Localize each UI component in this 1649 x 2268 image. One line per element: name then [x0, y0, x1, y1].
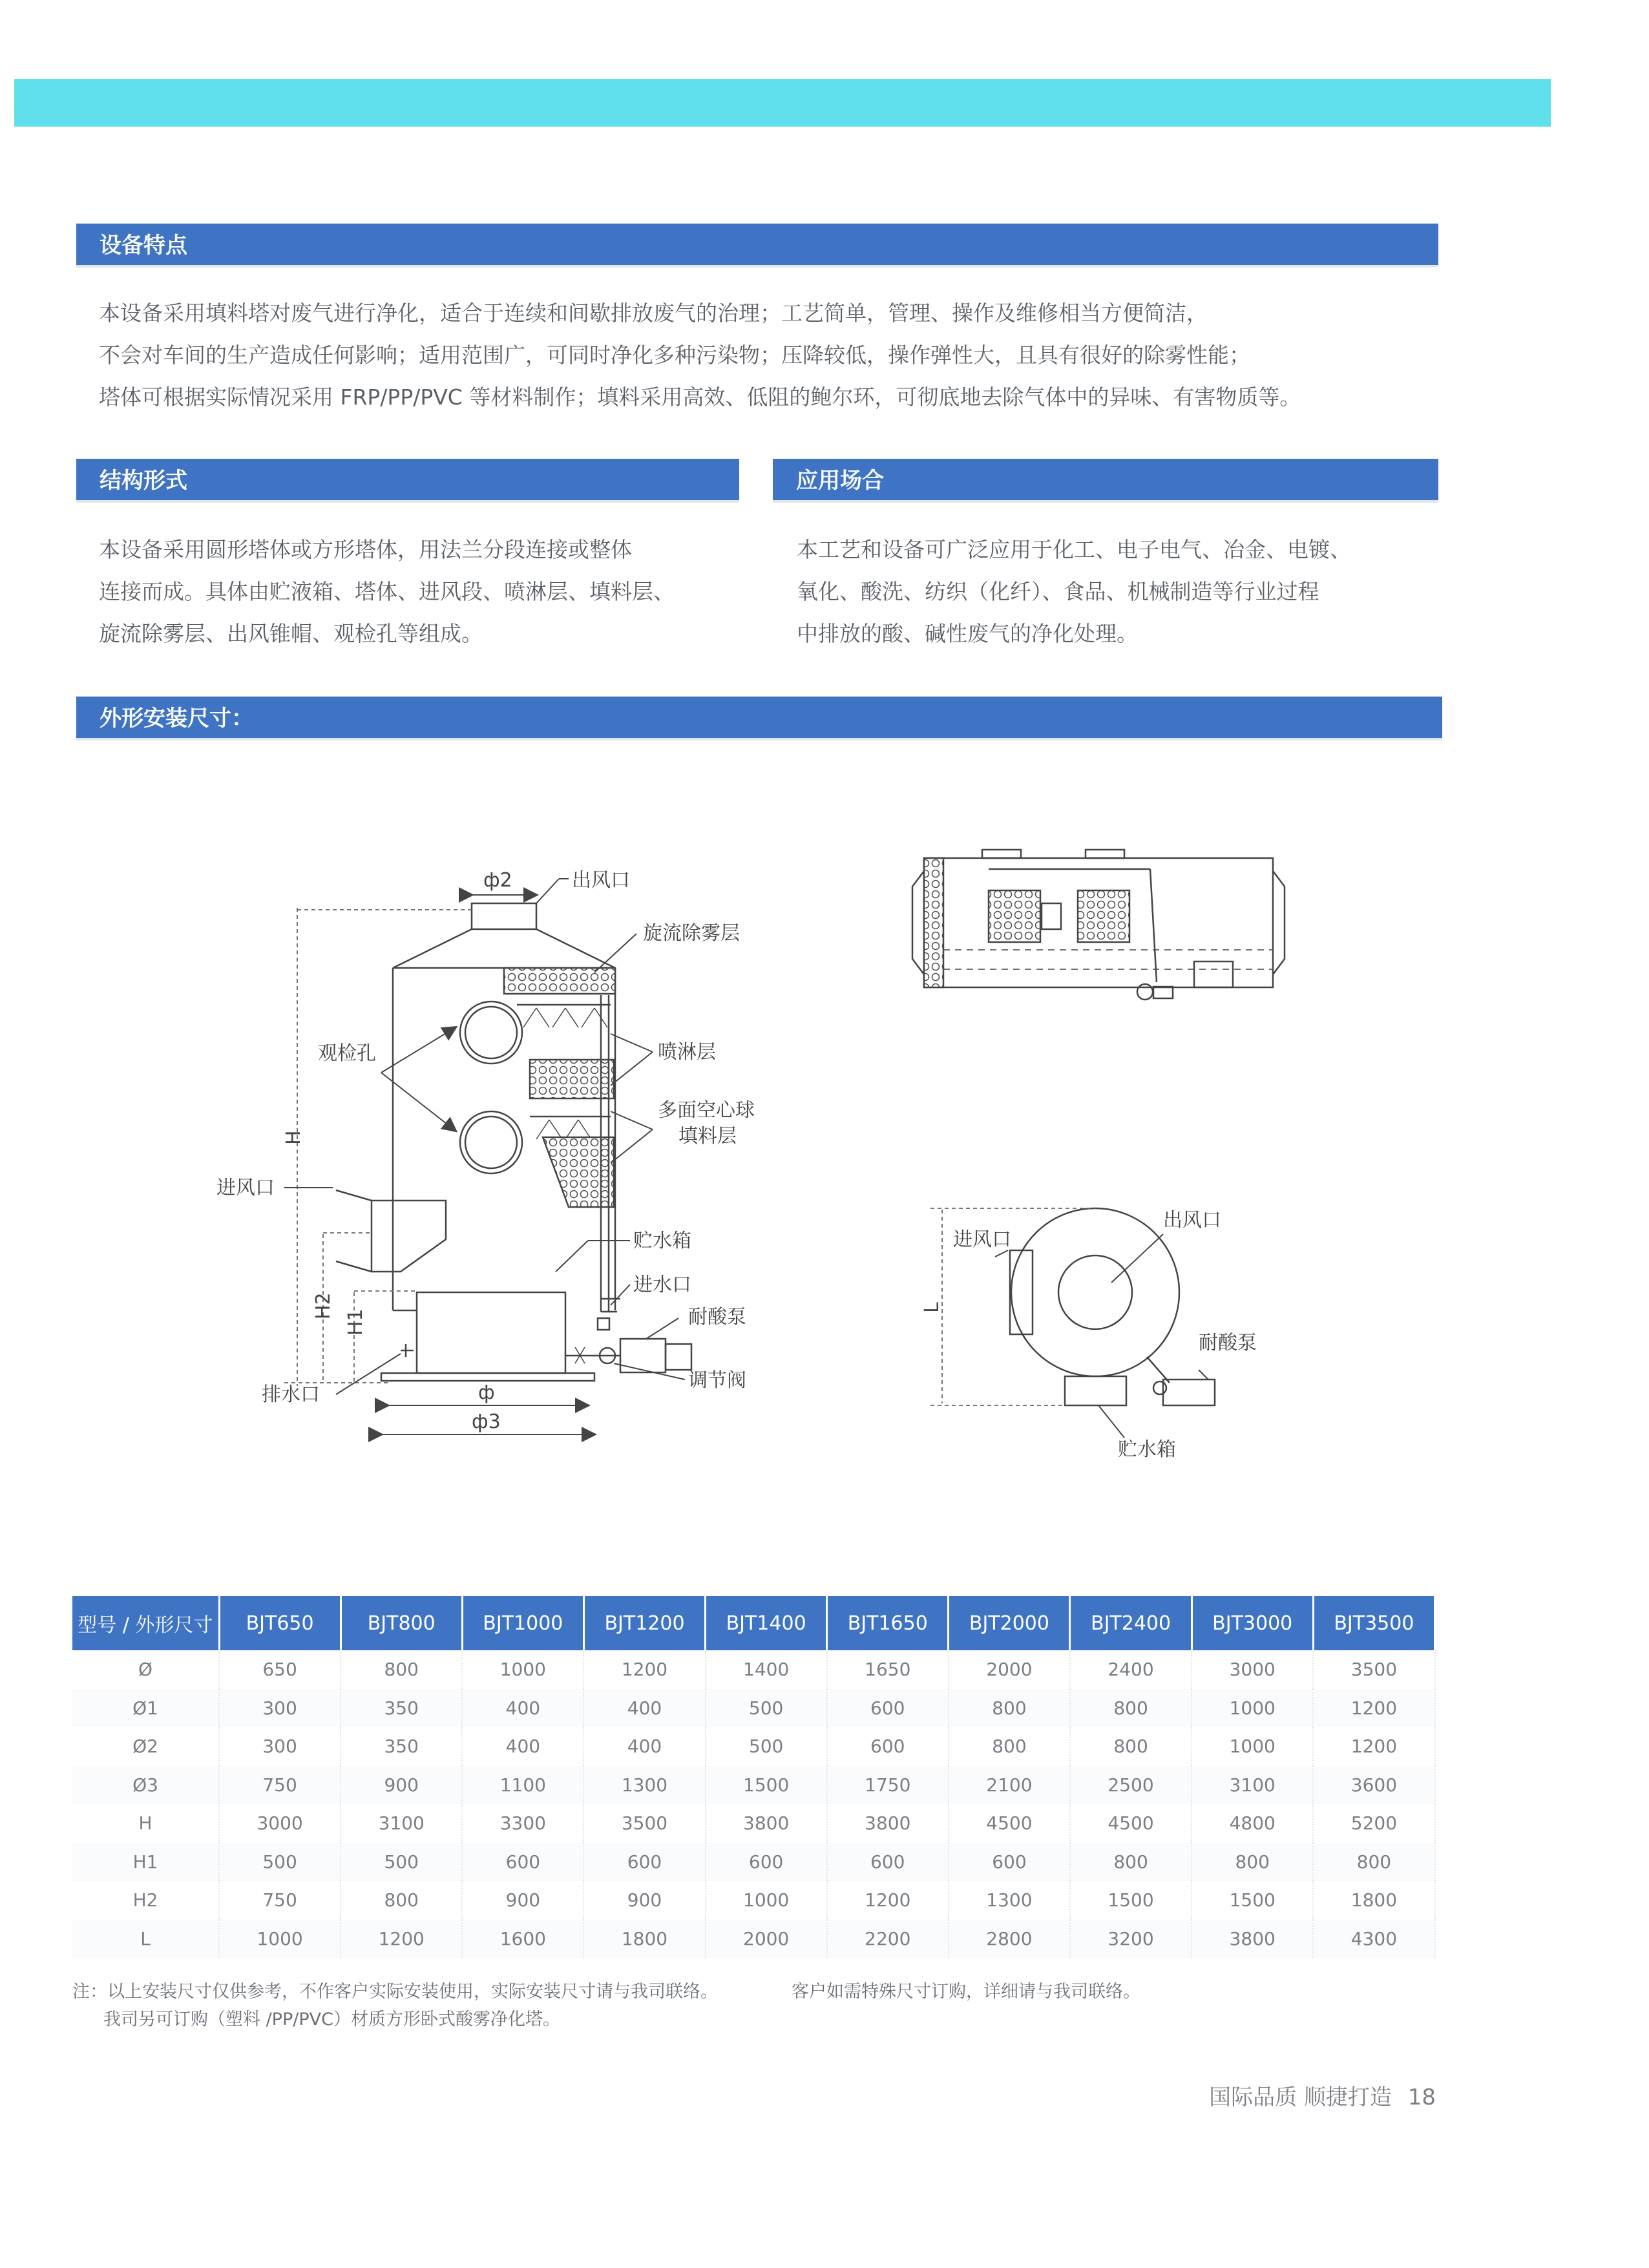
table-cell: 1000: [1192, 1727, 1313, 1766]
section-header-dimensions: 外形安装尺寸：: [76, 697, 1442, 740]
table-cell: 800: [1070, 1843, 1192, 1882]
table-row-label: Ø1: [72, 1689, 219, 1728]
table-header-cell: BJT650: [219, 1596, 341, 1650]
table-cell: 4300: [1313, 1920, 1434, 1958]
table-cell: 1100: [462, 1766, 583, 1805]
spec-table: [72, 1596, 1436, 1958]
table-row: [72, 1727, 1435, 1766]
table-header-cell: 型号 / 外形尺寸: [72, 1596, 219, 1650]
table-cell: 400: [462, 1727, 583, 1766]
table-cell: 600: [706, 1843, 827, 1882]
table-cell: 1200: [341, 1920, 462, 1958]
table-cell: 1500: [1070, 1881, 1192, 1920]
table-cell: 1200: [827, 1881, 949, 1920]
features-text: [99, 292, 1301, 418]
label-phi: ф: [478, 1381, 495, 1404]
table-cell: 900: [341, 1766, 462, 1805]
table-cell: 800: [949, 1689, 1070, 1728]
label-inspection-hole: 观检孔: [318, 1042, 376, 1065]
table-row-label: Ø2: [72, 1727, 219, 1766]
table-cell: 3100: [1192, 1766, 1313, 1805]
table-cell: 800: [1313, 1843, 1434, 1882]
label-outlet: 出风口: [572, 869, 630, 892]
table-row: [72, 1843, 1435, 1882]
table-cell: 1300: [583, 1766, 705, 1805]
table-cell: 650: [219, 1650, 341, 1689]
table-cell: 350: [341, 1689, 462, 1728]
table-row: [72, 1804, 1435, 1843]
structure-line: 旋流除雾层、出风锥帽、观检孔等组成。: [99, 621, 483, 646]
table-cell: 1000: [706, 1881, 827, 1920]
table-cell: 1500: [1192, 1881, 1313, 1920]
table-cell: 600: [827, 1727, 949, 1766]
label-plan-tank: 贮水箱: [1118, 1438, 1176, 1461]
label-phi3: ф3: [472, 1411, 501, 1433]
table-header-cell: BJT2400: [1070, 1596, 1192, 1650]
label-l: L: [921, 1302, 943, 1313]
table-cell: 800: [1070, 1727, 1192, 1766]
table-row-label: L: [72, 1920, 219, 1958]
table-cell: 500: [706, 1689, 827, 1728]
table-header-cell: BJT1650: [827, 1596, 949, 1650]
table-cell: 2400: [1070, 1650, 1192, 1689]
table-cell: 400: [583, 1689, 705, 1728]
table-cell: 1200: [583, 1650, 705, 1689]
horizontal-tower-view: [912, 850, 1285, 1000]
technical-drawings: [0, 775, 1649, 1486]
page-number: 18: [1407, 2084, 1436, 2110]
table-cell: 1000: [462, 1650, 583, 1689]
table-row-label: H1: [72, 1843, 219, 1882]
table-row-label: Ø3: [72, 1766, 219, 1805]
structure-text: [99, 529, 675, 655]
table-row-label: H2: [72, 1881, 219, 1920]
table-header-cell: BJT1000: [462, 1596, 583, 1650]
table-cell: 1200: [1313, 1727, 1434, 1766]
application-line: 中排放的酸、碱性废气的净化处理。: [797, 621, 1138, 646]
table-header-cell: BJT1400: [706, 1596, 827, 1650]
table-cell: 3800: [706, 1804, 827, 1843]
table-cell: 1200: [1313, 1689, 1434, 1728]
table-row-label: H: [72, 1804, 219, 1843]
table-row: [72, 1881, 1435, 1920]
table-cell: 300: [219, 1727, 341, 1766]
table-cell: 800: [949, 1727, 1070, 1766]
table-cell: 3200: [1070, 1920, 1192, 1958]
table-cell: 2100: [949, 1766, 1070, 1805]
table-cell: 600: [462, 1843, 583, 1882]
table-cell: 2800: [949, 1920, 1070, 1958]
application-line: 氧化、酸洗、纺织（化纤）、食品、机械制造等行业过程: [797, 579, 1319, 604]
table-cell: 400: [583, 1727, 705, 1766]
table-cell: 1400: [706, 1650, 827, 1689]
table-cell: 800: [1192, 1843, 1313, 1882]
structure-line: 连接而成。具体由贮液箱、塔体、进风段、喷淋层、填料层、: [99, 579, 675, 604]
table-cell: 1800: [1313, 1881, 1434, 1920]
table-header-row: [72, 1596, 1435, 1650]
table-row-label: Ø: [72, 1650, 219, 1689]
table-cell: 1000: [1192, 1689, 1313, 1728]
section-header-structure: 结构形式: [76, 459, 739, 503]
label-spray-layer: 喷淋层: [658, 1041, 716, 1064]
table-cell: 3000: [1192, 1650, 1313, 1689]
label-plan-outlet: 出风口: [1163, 1209, 1221, 1232]
table-cell: 3100: [341, 1804, 462, 1843]
label-inlet: 进风口: [216, 1177, 275, 1199]
note-line-2: 我司另可订购（塑料 /PP/PVC）材质方形卧式酸雾净化塔。: [103, 2010, 560, 2030]
structure-line: 本设备采用圆形塔体或方形塔体，用法兰分段连接或整体: [99, 537, 632, 562]
table-cell: 800: [341, 1650, 462, 1689]
table-cell: 800: [1070, 1689, 1192, 1728]
table-row: [72, 1689, 1435, 1728]
table-cell: 3500: [1313, 1650, 1434, 1689]
note-line-1-left: 注：以上安装尺寸仅供参考，不作客户实际安装使用，实际安装尺寸请与我司联络。: [72, 1982, 718, 2002]
section-header-application: 应用场合: [773, 459, 1438, 503]
table-cell: 750: [219, 1766, 341, 1805]
table-cell: 3800: [827, 1804, 949, 1843]
table-cell: 4800: [1192, 1804, 1313, 1843]
table-cell: 1000: [219, 1920, 341, 1958]
table-cell: 2000: [706, 1920, 827, 1958]
table-cell: 800: [341, 1881, 462, 1920]
table-cell: 600: [827, 1843, 949, 1882]
label-packing-2: 填料层: [678, 1125, 737, 1148]
table-cell: 1650: [827, 1650, 949, 1689]
table-cell: 1300: [949, 1881, 1070, 1920]
table-cell: 600: [949, 1843, 1070, 1882]
table-cell: 2200: [827, 1920, 949, 1958]
table-cell: 1600: [462, 1920, 583, 1958]
table-cell: 1800: [583, 1920, 705, 1958]
label-water-inlet: 进水口: [633, 1274, 691, 1296]
table-cell: 4500: [1070, 1804, 1192, 1843]
table-cell: 3000: [219, 1804, 341, 1843]
label-plan-inlet: 进风口: [953, 1228, 1011, 1251]
label-acid-pump: 耐酸泵: [688, 1306, 746, 1328]
table-cell: 900: [462, 1881, 583, 1920]
label-h1: H1: [344, 1308, 367, 1336]
table-cell: 500: [219, 1843, 341, 1882]
table-row: [72, 1650, 1435, 1689]
table-cell: 900: [583, 1881, 705, 1920]
table-header-cell: BJT2000: [949, 1596, 1070, 1650]
tower-elevation: [336, 903, 691, 1381]
footer-slogan: 国际品质 顺捷打造: [1209, 2084, 1392, 2110]
label-h2: H2: [312, 1292, 335, 1319]
features-line: 本设备采用填料塔对废气进行净化，适合于连续和间歇排放废气的治理；工艺简单，管理、操作及维修相当方便简洁，: [99, 300, 1208, 326]
table-cell: 600: [827, 1689, 949, 1728]
table-cell: 4500: [949, 1804, 1070, 1843]
label-water-tank: 贮水箱: [633, 1230, 691, 1252]
table-cell: 3600: [1313, 1766, 1434, 1805]
table-header-cell: BJT3500: [1313, 1596, 1434, 1650]
features-line: 不会对车间的生产造成任何影响；适用范围广，可同时净化多种污染物；压降较低，操作弹性大，且具有很好的除雾性能；: [99, 342, 1250, 368]
plan-view: [1010, 1208, 1215, 1405]
page-footer: [1209, 2079, 1436, 2111]
table-cell: 1750: [827, 1766, 949, 1805]
features-line: 塔体可根据实际情况采用 FRP/PP/PVC 等材料制作；填料采用高效、低阻的鲍尔环，可彻底地去除气体中的异味、有害物质等。: [99, 384, 1301, 410]
table-header-cell: BJT3000: [1192, 1596, 1313, 1650]
table-row: [72, 1766, 1435, 1805]
table-cell: 300: [219, 1689, 341, 1728]
table-cell: 3800: [1192, 1920, 1313, 1958]
table-header-cell: BJT800: [341, 1596, 462, 1650]
table-cell: 350: [341, 1727, 462, 1766]
table-cell: 3300: [462, 1804, 583, 1843]
table-cell: 5200: [1313, 1804, 1434, 1843]
label-h: H: [282, 1130, 305, 1145]
label-drain: 排水口: [262, 1383, 320, 1406]
table-cell: 3500: [583, 1804, 705, 1843]
label-packing-1: 多面空心球: [658, 1099, 755, 1122]
section-header-features: 设备特点: [76, 224, 1438, 268]
label-phi2: ф2: [483, 869, 512, 892]
table-header-cell: BJT1200: [583, 1596, 705, 1650]
table-cell: 1500: [706, 1766, 827, 1805]
table-cell: 2000: [949, 1650, 1070, 1689]
label-demister: 旋流除雾层: [643, 922, 740, 945]
table-cell: 400: [462, 1689, 583, 1728]
table-cell: 600: [583, 1843, 705, 1882]
table-cell: 500: [341, 1843, 462, 1882]
table-cell: 2500: [1070, 1766, 1192, 1805]
label-valve: 调节阀: [688, 1369, 746, 1392]
note-line-1-right: 客户如需特殊尺寸订购，详细请与我司联络。: [792, 1982, 1140, 2002]
label-plan-pump: 耐酸泵: [1199, 1332, 1257, 1354]
table-cell: 750: [219, 1881, 341, 1920]
application-line: 本工艺和设备可广泛应用于化工、电子电气、冶金、电镀、: [797, 537, 1351, 562]
application-text: [797, 529, 1351, 655]
table-row: [72, 1920, 1435, 1958]
table-cell: 500: [706, 1727, 827, 1766]
top-accent-bar: [14, 79, 1551, 127]
